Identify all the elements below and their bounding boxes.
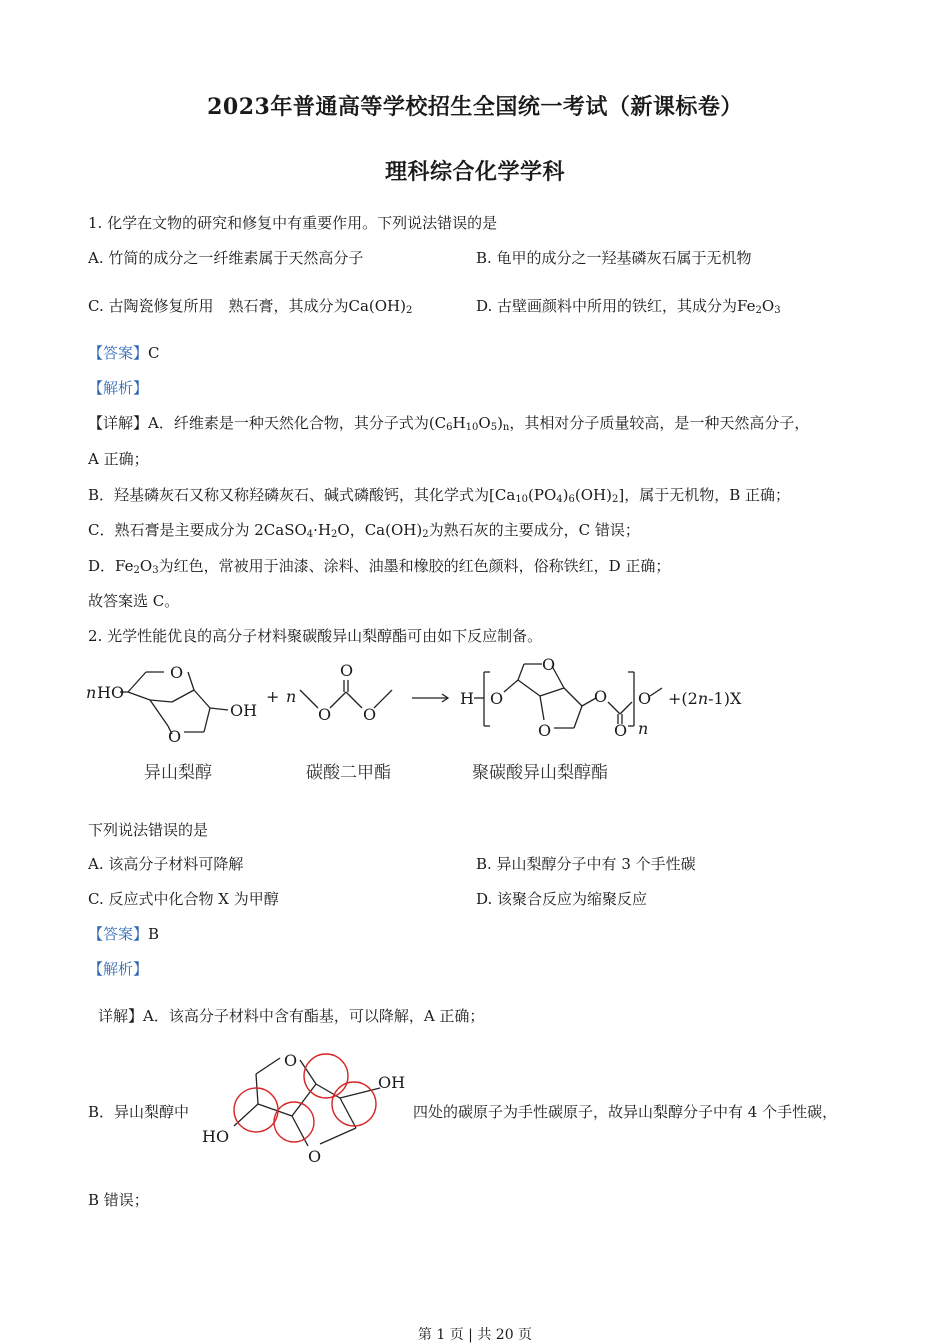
bond — [574, 706, 582, 728]
atom-label: O — [340, 661, 354, 680]
q2-option-d: D. 该聚合反应为缩聚反应 — [476, 890, 648, 908]
exam-title: 2023年普通高等学校招生全国统一考试（新课标卷） — [207, 94, 743, 120]
chiral-carbon-figure — [196, 1046, 416, 1170]
bond — [128, 672, 146, 692]
q1-option-b: B. 龟甲的成分之一羟基磷灰石属于无机物 — [476, 249, 752, 267]
bond — [256, 1074, 258, 1104]
atom-label: O — [363, 705, 377, 724]
atom-label: O — [594, 687, 608, 706]
bond — [330, 692, 346, 708]
q2-option-b: B. 异山梨醇分子中有 3 个手性碳 — [476, 855, 696, 873]
q2-detail-b-end: B 错误； — [88, 1191, 149, 1209]
atom-label: O — [614, 721, 628, 740]
reactant-coefficient: n — [86, 683, 97, 702]
q2-detail-a: 详解】A．该高分子材料中含有酯基，可以降解，A 正确； — [98, 1007, 485, 1025]
bond — [504, 680, 518, 692]
atom-label: HO — [97, 683, 125, 702]
bond — [540, 688, 564, 696]
plus-sign: + — [266, 687, 280, 706]
q1-detail-c: C．熟石膏是主要成分为 $2CaSO_4\cdot H_2O$，$Ca(OH)_2$为熟石灰的主要成分，C 错误； — [88, 521, 640, 540]
q1-detail-b: B．羟基磷灰石又称又称羟磷灰石、碱式磷酸钙，其化学式为$[Ca_{10}(PO_4)_6(OH)_2]$，属于无机物，B 正确； — [88, 486, 791, 505]
q1-conclusion: 故答案选 C。 — [88, 592, 180, 610]
chiral-carbon-marker — [332, 1082, 376, 1126]
q1-detail-a-line1: 【详解】A．纤维素是一种天然化合物，其分子式为$(C_6H_{10}O_5)_n$，其相对分子质量较高，是一种天然高分子， — [88, 414, 810, 433]
reactant-coefficient: n — [286, 687, 297, 706]
q2-detail-b-pre: B．异山梨醇中 — [88, 1103, 190, 1121]
q1-answer: 【答案】C — [88, 344, 160, 362]
q2-stem: 2. 光学性能优良的高分子材料聚碳酸异山梨醇酯可由如下反应制备。 — [88, 627, 543, 645]
atom-label: OH — [230, 701, 258, 720]
q2-answer: 【答案】B — [88, 925, 160, 943]
compound-label-dimethyl-carbonate: 碳酸二甲酯 — [306, 763, 391, 783]
bond — [128, 692, 150, 700]
q1-detail-a-line2: A 正确； — [88, 450, 149, 468]
q2-option-a: A. 该高分子材料可降解 — [88, 855, 244, 873]
compound-label-isosorbide: 异山梨醇 — [144, 763, 212, 783]
atom-label: O — [490, 689, 504, 708]
q2-detail-b-post: 四处的碳原子为手性碳原子，故异山梨醇分子中有 4 个手性碳， — [413, 1103, 838, 1121]
q1-detail-d: D．$Fe_2O_3$为红色，常被用于油漆、涂料、油墨和橡胶的红色颜料，俗称铁红，D 正确； — [88, 557, 671, 576]
bond — [300, 690, 318, 708]
q1-option-a: A. 竹简的成分之一纤维素属于天然高分子 — [88, 249, 364, 267]
atom-label: O — [638, 689, 652, 708]
atom-label: HO — [202, 1127, 230, 1146]
reaction-scheme — [80, 650, 800, 790]
bond — [150, 700, 172, 702]
byproduct: +(2n-1)X — [668, 689, 742, 708]
atom-label: O — [308, 1147, 322, 1166]
bond — [188, 672, 194, 690]
q2-option-c: C. 反应式中化合物 X 为甲醇 — [88, 890, 279, 908]
bond — [650, 688, 662, 696]
atom-label: O — [170, 663, 184, 682]
atom-label: OH — [378, 1073, 406, 1092]
q2-analysis-tag: 【解析】 — [88, 960, 149, 978]
bond — [210, 708, 228, 710]
bond — [320, 1128, 356, 1144]
bond — [608, 702, 620, 714]
bond — [346, 692, 362, 708]
bond — [150, 700, 168, 726]
bond — [256, 1058, 280, 1074]
page-footer: 第 1 页 | 共 20 页 — [417, 1327, 533, 1343]
bond — [620, 702, 632, 714]
bond — [540, 696, 544, 720]
bond — [172, 690, 194, 702]
repeat-unit-n: n — [638, 719, 649, 738]
bond — [564, 688, 582, 706]
chiral-carbon-marker — [234, 1088, 278, 1132]
atom-label: O — [168, 727, 182, 746]
q1-analysis-tag: 【解析】 — [88, 379, 149, 397]
atom-label: O — [538, 721, 552, 740]
bond — [194, 690, 210, 708]
atom-label: O — [542, 655, 556, 674]
atom-label: O — [318, 705, 332, 724]
bond — [518, 664, 524, 680]
q2-sub-stem: 下列说法错误的是 — [88, 821, 209, 839]
bond — [374, 690, 392, 708]
bond — [518, 680, 540, 696]
bond — [204, 708, 210, 732]
exam-subtitle: 理科综合化学学科 — [384, 159, 565, 185]
bond — [292, 1084, 316, 1116]
chiral-carbon-marker — [274, 1102, 314, 1142]
q1-option-c: C. 古陶瓷修复所用 熟石膏，其成分为$Ca(OH)_2$ — [88, 297, 413, 316]
q1-stem: 1. 化学在文物的研究和修复中有重要作用。下列说法错误的是 — [88, 214, 498, 232]
compound-label-polymer: 聚碳酸异山梨醇酯 — [472, 763, 608, 783]
q1-option-d: D. 古壁画颜料中所用的铁红，其成分为$Fe_2O_3$ — [476, 297, 781, 316]
atom-label: O — [284, 1051, 298, 1070]
atom-label: H — [460, 689, 474, 708]
